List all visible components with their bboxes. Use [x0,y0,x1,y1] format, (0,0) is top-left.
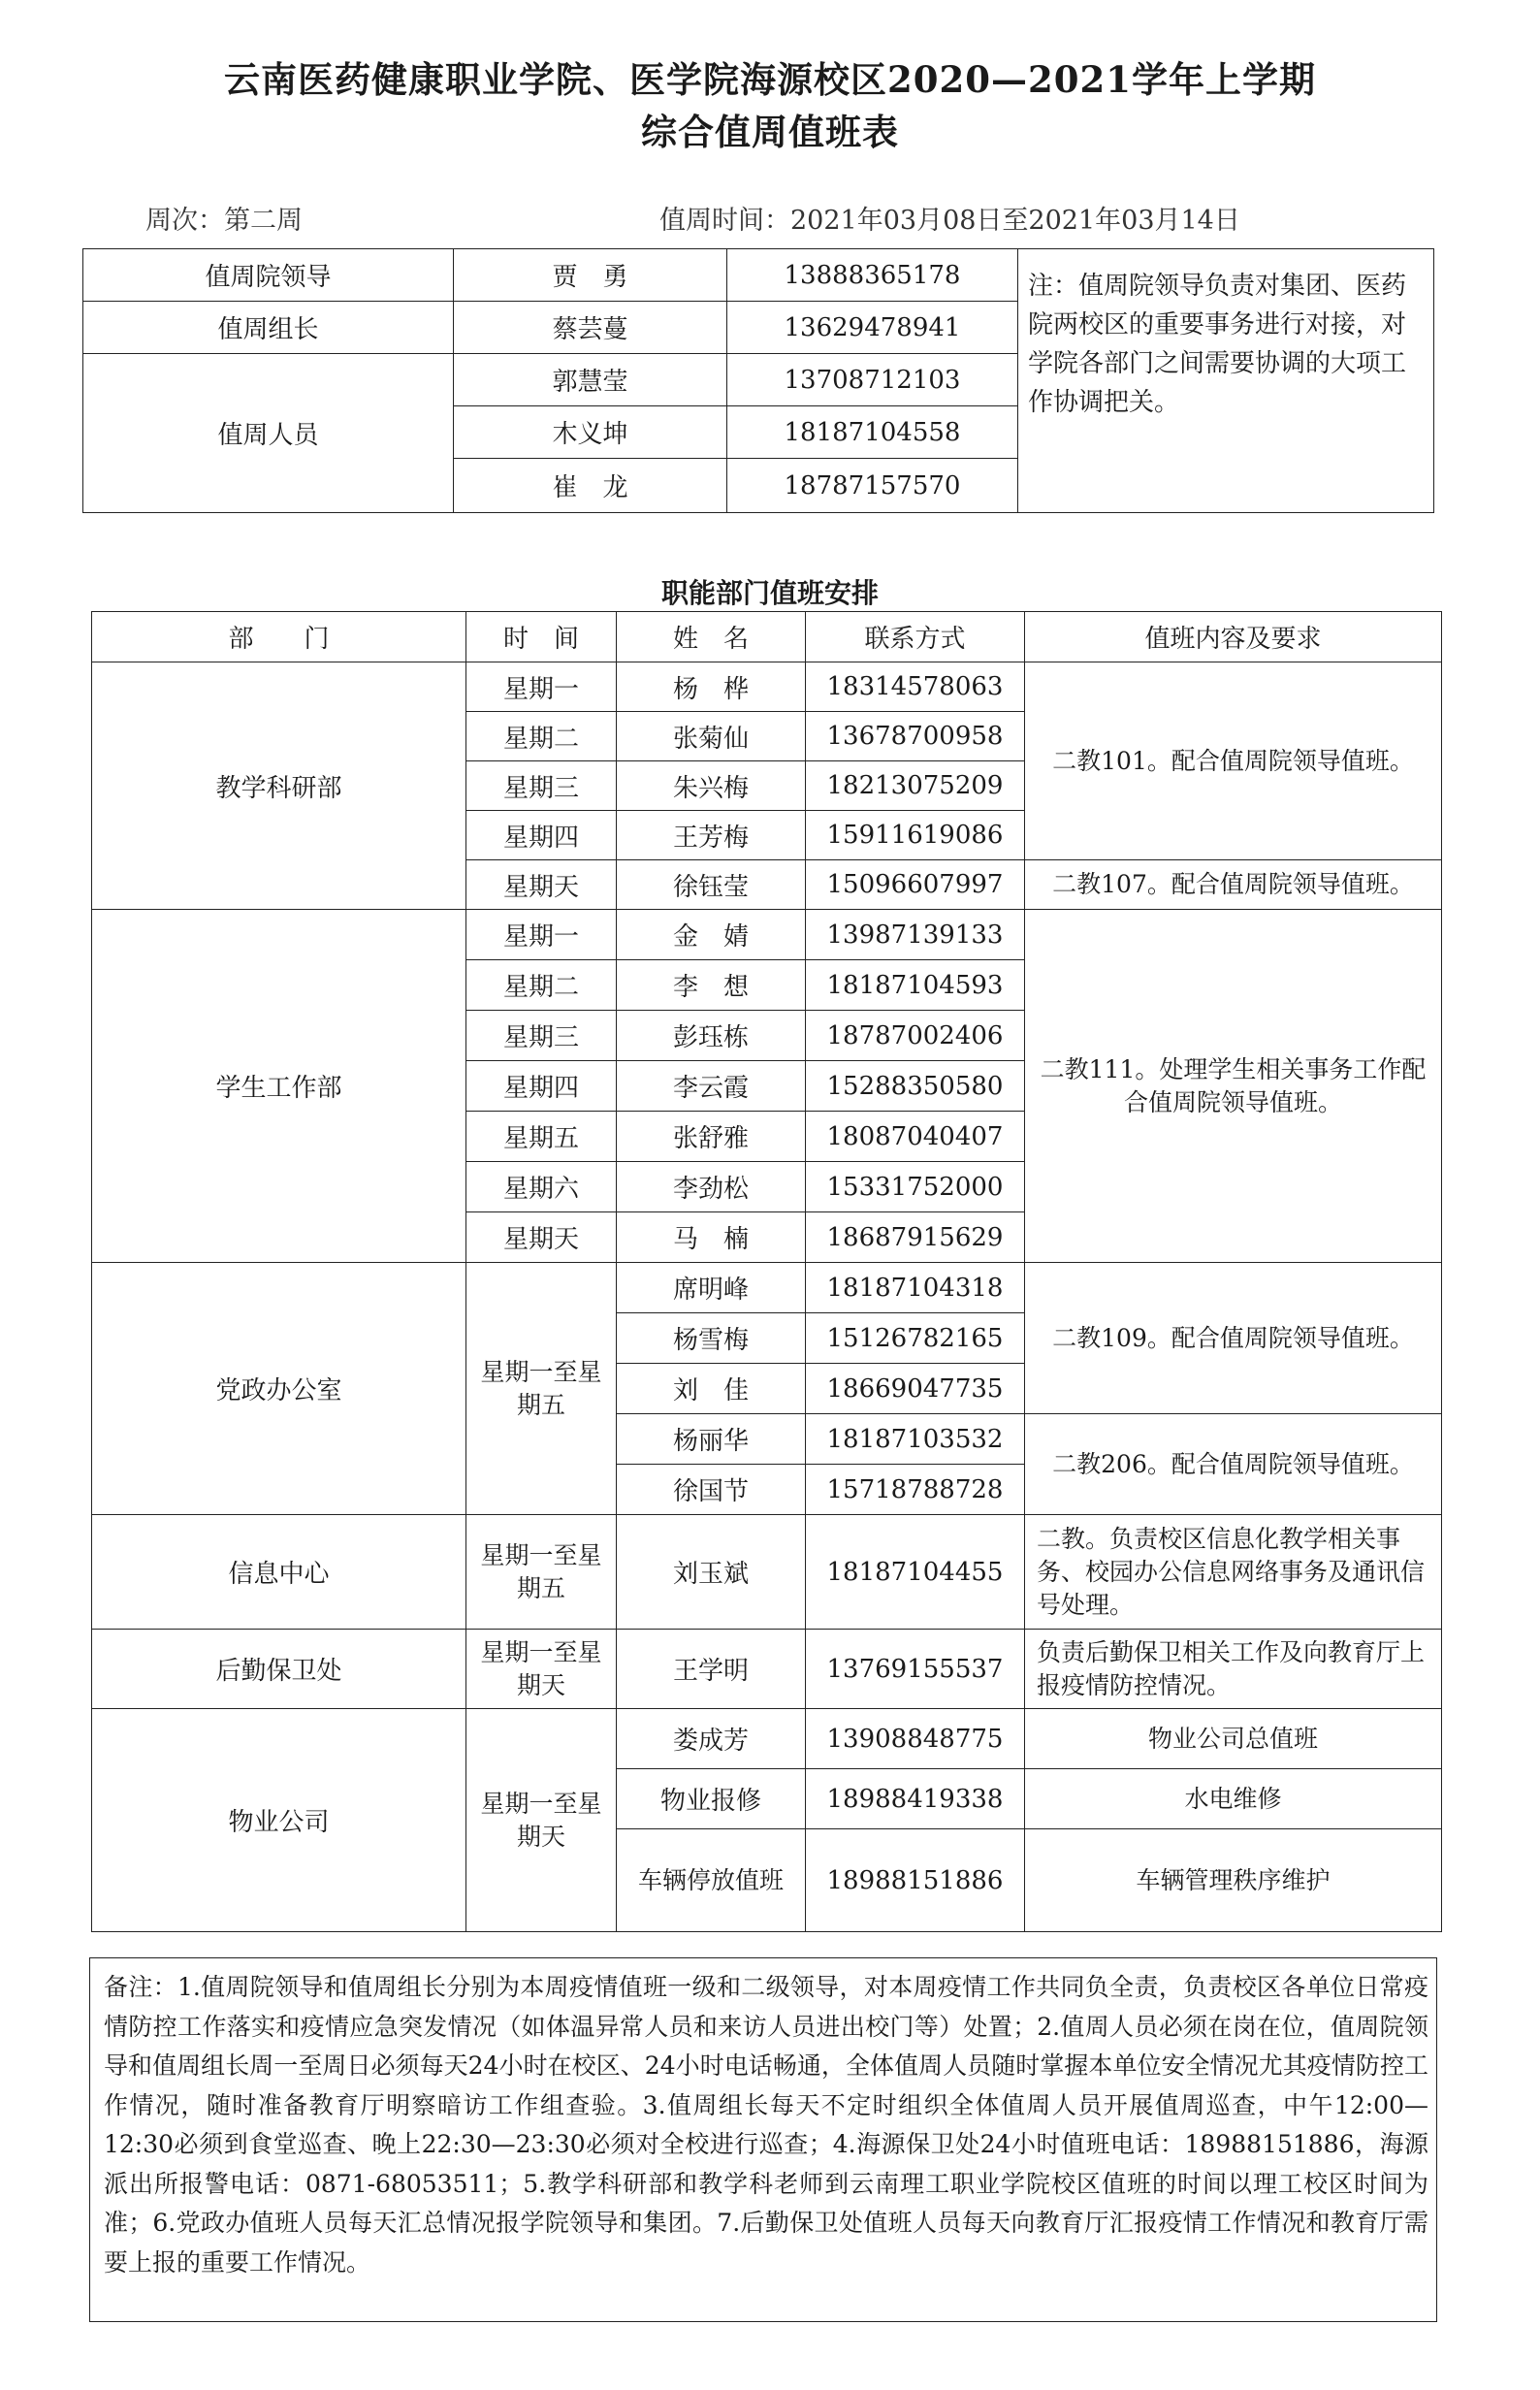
name-cell: 席明峰 [617,1263,806,1313]
phone-cell: 18187104593 [806,960,1025,1011]
staff-label: 值周人员 [83,354,454,513]
name-cell: 娄成芳 [617,1709,806,1769]
header-requirement: 值班内容及要求 [1025,612,1442,662]
phone-cell: 18213075209 [806,761,1025,811]
table-row [92,910,1442,960]
header-time: 时 间 [466,612,617,662]
leader-phone: 13888365178 [727,249,1018,302]
phone-cell: 18787002406 [806,1011,1025,1061]
week-label: 周次：第二周 [145,206,303,236]
name-cell: 物业报修 [617,1769,806,1829]
day-cell: 星期二 [466,712,617,761]
page-title: 云南医药健康职业学院、医学院海源校区2020—2021学年上学期 [224,58,1316,101]
staff-phone: 18187104558 [727,406,1018,459]
day-cell: 星期三 [466,1011,617,1061]
phone-cell: 15911619086 [806,811,1025,860]
time-cell: 星期一至星期天 [466,1630,617,1709]
table-row [92,1515,1442,1630]
requirement-cell: 二教109。配合值周院领导值班。 [1025,1263,1442,1414]
table-row [92,1263,1442,1313]
phone-cell: 13987139133 [806,910,1025,960]
dept-name: 后勤保卫处 [92,1630,466,1709]
leader-label: 值周院领导 [83,249,454,302]
dept-name: 学生工作部 [92,910,466,1263]
requirement-cell: 二教107。配合值周院领导值班。 [1025,860,1442,910]
duty-note: 注：值周院领导负责对集团、医药院两校区的重要事务进行对接，对学院各部门之间需要协调的大项工作协调把关。 [1018,249,1434,513]
name-cell: 杨 桦 [617,662,806,712]
phone-cell: 18687915629 [806,1212,1025,1263]
phone-cell: 18087040407 [806,1112,1025,1162]
staff-phone: 13708712103 [727,354,1018,406]
phone-cell: 18187103532 [806,1414,1025,1465]
phone-cell: 18988419338 [806,1769,1025,1829]
day-cell: 星期二 [466,960,617,1011]
dept-name: 物业公司 [92,1709,466,1932]
dept-name: 信息中心 [92,1515,466,1630]
phone-cell: 15331752000 [806,1162,1025,1212]
day-cell: 星期四 [466,811,617,860]
table-row [92,1630,1442,1709]
requirement-cell: 二教101。配合值周院领导值班。 [1025,662,1442,860]
table-row [83,249,1434,302]
header-contact: 联系方式 [806,612,1025,662]
day-cell: 星期四 [466,1061,617,1112]
staff-phone: 18787157570 [727,459,1018,513]
day-cell: 星期天 [466,860,617,910]
dept-section-title: 职能部门值班安排 [660,577,879,609]
name-cell: 王学明 [617,1630,806,1709]
time-cell: 星期一至星期天 [466,1709,617,1932]
requirement-cell: 二教。负责校区信息化教学相关事务、校园办公信息网络事务及通讯信号处理。 [1025,1515,1442,1630]
table-row [92,1709,1442,1769]
group-leader-name: 蔡芸蔓 [454,302,727,354]
header-name: 姓 名 [617,612,806,662]
name-cell: 徐国节 [617,1465,806,1515]
day-cell: 星期五 [466,1112,617,1162]
dept-name: 教学科研部 [92,662,466,910]
name-cell: 金 婧 [617,910,806,960]
staff-name: 木义坤 [454,406,727,459]
name-cell: 徐钰莹 [617,860,806,910]
phone-cell: 13769155537 [806,1630,1025,1709]
day-cell: 星期三 [466,761,617,811]
table-header-row [92,612,1442,662]
table-row [92,662,1442,712]
name-cell: 李 想 [617,960,806,1011]
dept-name: 党政办公室 [92,1263,466,1515]
name-cell: 张菊仙 [617,712,806,761]
phone-cell: 18988151886 [806,1829,1025,1932]
time-cell: 星期一至星期五 [466,1515,617,1630]
phone-cell: 18669047735 [806,1364,1025,1414]
name-cell: 杨雪梅 [617,1313,806,1364]
group-leader-label: 值周组长 [83,302,454,354]
name-cell: 李云霞 [617,1061,806,1112]
name-cell: 车辆停放值班 [617,1829,806,1932]
name-cell: 彭珏栋 [617,1011,806,1061]
staff-name: 郭慧莹 [454,354,727,406]
name-cell: 杨丽华 [617,1414,806,1465]
page-subtitle: 综合值周值班表 [641,111,899,153]
phone-cell: 13678700958 [806,712,1025,761]
phone-cell: 15096607997 [806,860,1025,910]
day-cell: 星期一 [466,662,617,712]
staff-name: 崔 龙 [454,459,727,513]
requirement-cell: 二教111。处理学生相关事务工作配合值周院领导值班。 [1025,910,1442,1263]
name-cell: 刘玉斌 [617,1515,806,1630]
phone-cell: 18187104318 [806,1263,1025,1313]
duty-leadership-table [82,248,1434,513]
phone-cell: 18314578063 [806,662,1025,712]
phone-cell: 18187104455 [806,1515,1025,1630]
name-cell: 朱兴梅 [617,761,806,811]
requirement-cell: 物业公司总值班 [1025,1709,1442,1769]
name-cell: 刘 佳 [617,1364,806,1414]
name-cell: 王芳梅 [617,811,806,860]
requirement-cell: 二教206。配合值周院领导值班。 [1025,1414,1442,1515]
phone-cell: 15126782165 [806,1313,1025,1364]
day-cell: 星期六 [466,1162,617,1212]
remarks-box: 备注：1.值周院领导和值周组长分别为本周疫情值班一级和二级领导，对本周疫情工作共同负全责，负责校区各单位日常疫情防控工作落实和疫情应急突发情况（如体温异常人员和来访人员进出校门等）处置；2.值周人员必须在岗在位，值周院领导和值周组长周一至周日必须每天24小时在校区、24小时电话畅通，全体值周人员随时掌握本单位安全情况尤其疫情防控工作情况，随时准备教育厅明察暗访工作组查验。3.值周组长每天不定时组织全体值周人员开展值周巡查，中午12:00—12:30必须到食堂巡查、晚上22:30—23:30必须对全校进行巡查；4.海源保卫处24小时值班电话：18988151886，海源派出所报警电话：0871-68053511；5.教学科研部和教学科老师到云南理工职业学院校区值班的时间以理工校区时间为准；6.党政办值班人员每天汇总情况报学院领导和集团。7.后勤保卫处值班人员每天向教育厅汇报疫情工作情况和教育厅需要上报的重要工作情况。 [89,1957,1437,2322]
phone-cell: 13908848775 [806,1709,1025,1769]
time-cell: 星期一至星期五 [466,1263,617,1515]
phone-cell: 15288350580 [806,1061,1025,1112]
requirement-cell: 车辆管理秩序维护 [1025,1829,1442,1932]
day-cell: 星期天 [466,1212,617,1263]
name-cell: 张舒雅 [617,1112,806,1162]
day-cell: 星期一 [466,910,617,960]
leader-name: 贾 勇 [454,249,727,302]
header-dept: 部 门 [92,612,466,662]
requirement-cell: 水电维修 [1025,1769,1442,1829]
name-cell: 李劲松 [617,1162,806,1212]
duty-period: 值周时间：2021年03月08日至2021年03月14日 [659,206,1240,236]
dept-duty-table [91,611,1442,1932]
group-leader-phone: 13629478941 [727,302,1018,354]
name-cell: 马 楠 [617,1212,806,1263]
phone-cell: 15718788728 [806,1465,1025,1515]
requirement-cell: 负责后勤保卫相关工作及向教育厅上报疫情防控情况。 [1025,1630,1442,1709]
